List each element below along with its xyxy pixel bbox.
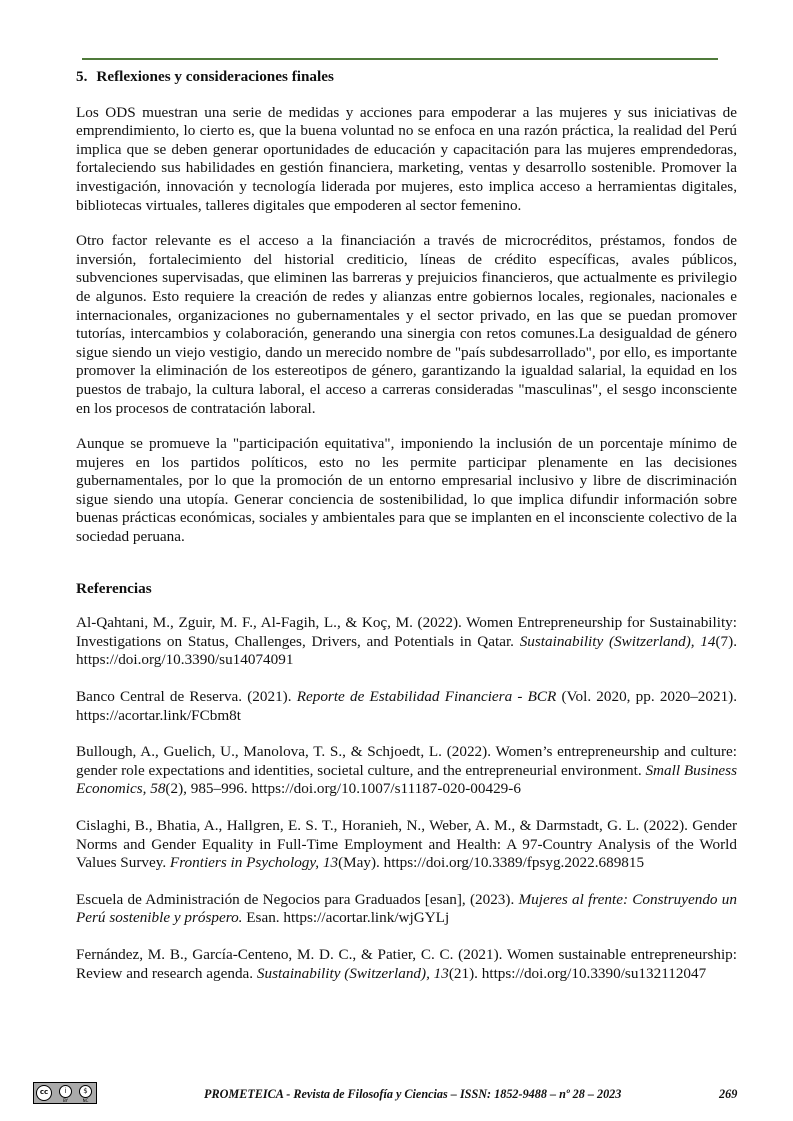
reference-details[interactable]: (21). https://doi.org/10.3390/su132112047 (448, 964, 707, 982)
section-heading (76, 68, 737, 87)
reference-source: Mujeres al frente: Construyendo un Perú sostenible y próspero. (76, 890, 737, 927)
reference-authors: Bullough, A., Guelich, U., Manolova, T. S., & Schjoedt, L. (2022). Women’s entrepreneurship and culture: gender role expectations and identities, societal culture, and the entrepreneurial environment. (76, 743, 737, 779)
reference-details[interactable]: (Vol. 2020, pp. 2020–2021). https://acortar.link/FCbm8t (76, 688, 738, 724)
reference-details[interactable]: (7). https://doi.org/10.3390/su14074091 (76, 632, 738, 669)
reference-source: Sustainability (Switzerland), 14 (519, 632, 716, 650)
reference-authors: Al-Qahtani, M., Zguir, M. F., Al-Fagih, L., & Koç, M. (2022). Women Entrepreneurship for Sustainability: Investigations on Status, Challenges, Drivers, and Potentials in Qatar. (76, 614, 737, 650)
reference-authors: Banco Central de Reserva. (2021). (76, 688, 297, 706)
cc-logo-icon: cc (36, 1085, 52, 1101)
section-number: 5. (76, 68, 88, 85)
reference-item (76, 891, 737, 928)
reference-authors: Escuela de Administración de Negocios para Graduados [esan], (2023). (76, 890, 519, 908)
reference-source: Frontiers in Psychology, 13 (169, 854, 339, 872)
page-number: 269 (719, 1087, 738, 1101)
cc-noncommercial-icon: $ (79, 1085, 92, 1098)
reference-authors: Cislaghi, B., Bhatia, A., Hallgren, E. S. T., Horanieh, N., Weber, A. M., & Darmstadt, G. L. (2022). Gender Norms and Gender Equality in Full-Time Employment and Health: A 97-Country Analysis of the World Values Survey. (76, 817, 737, 872)
reference-details[interactable]: (2), 985–996. https://doi.org/10.1007/s11187-020-00429-6 (165, 780, 521, 798)
reference-source: Sustainability (Switzerland), 13 (256, 964, 449, 982)
reference-details[interactable]: (May). https://doi.org/10.3389/fpsyg.2022.689815 (338, 854, 645, 872)
cc-by-label: BY (63, 1098, 68, 1103)
reference-item (76, 614, 737, 670)
paragraph-2: Otro factor relevante es el acceso a la financiación a través de microcréditos, préstamos, fondos de inversión, fortalecimiento del historial crediticio, líneas de crédito específicas, avales públicos, subvenciones supervisadas, que eliminen las barreras y prejuicios financieros, que actualmente es privilegio de algunos. Esto requiere la creación de redes y alianzas entre gobiernos locales, regionales, nacionales e internacionales, organizaciones no gubernamentales y el sector privado, en las que se puedan promover tutorías, intercambios y colaboración, generando una sinergia con retos comunes.La desigualdad de género sigue siendo un viejo vestigio, dando un merecido nombre de "país subdesarrollado", por ello, es importante promover la eliminación de los estereotipos de género, garantizando la igualdad salarial, la equidad en los puestos de trabajo, la cultura laboral, el acceso a carreras consideradas "masculinas", el sesgo inconsciente en los procesos de contratación laboral. (76, 232, 737, 417)
cc-attribution-icon: i (59, 1085, 72, 1098)
references-heading: Referencias (76, 579, 152, 597)
cc-nc-label: NC (82, 1098, 89, 1103)
header-rule (82, 58, 718, 60)
section-title: Reflexiones y consideraciones finales (96, 68, 334, 85)
cc-license-badge[interactable] (33, 1082, 97, 1104)
paragraph-3: Aunque se promueve la "participación equitativa", imponiendo la inclusión de un porcentaje mínimo de mujeres en los partidos políticos, esto no les permite participar plenamente en las decisiones gubernamentales, por lo que la promoción de un entorno empresarial inclusivo y libre de discriminación sigue siendo una utopía. Generar conciencia de sostenibilidad, lo que implica difundir información sobre buenas prácticas económicas, sociales y ambientales para que se implanten en el inconsciente colectivo de la sociedad peruana. (76, 435, 737, 546)
paragraph-1: Los ODS muestran una serie de medidas y acciones para empoderar a las mujeres y sus iniciativas de emprendimiento, lo cierto es, que la buena voluntad no se enfoca en una razón práctica, la realidad del Perú implica que se deben generar oportunidades de educación y capacitación para las mujeres emprendedoras, fortaleciendo sus habilidades en gestión financiera, marketing, ventas y desarrollo sostenible. Promover la investigación, innovación y tecnología liderada por mujeres, esto implica acceso a herramientas digitales, bibliotecas virtuales, talleres digitales que empoderen al sector femenino. (76, 103, 737, 214)
reference-item (76, 743, 737, 799)
page-footer (33, 1079, 738, 1109)
reference-details[interactable]: Esan. https://acortar.link/wjGYLj (242, 909, 450, 927)
reference-source: Small Business Economics, 58 (76, 761, 737, 798)
reference-item (76, 817, 737, 873)
page-content (76, 68, 737, 1001)
journal-citation: PROMETEICA - Revista de Filosofía y Ciencias – ISSN: 1852-9488 – nº 28 – 2023 (204, 1087, 622, 1101)
reference-authors: Fernández, M. B., García-Centeno, M. D. C., & Patier, C. C. (2021). Women sustainable entrepreneurship: Review and research agenda. (76, 945, 737, 982)
reference-item (76, 688, 737, 725)
reference-item (76, 946, 737, 983)
reference-source: Reporte de Estabilidad Financiera - BCR (296, 688, 557, 706)
